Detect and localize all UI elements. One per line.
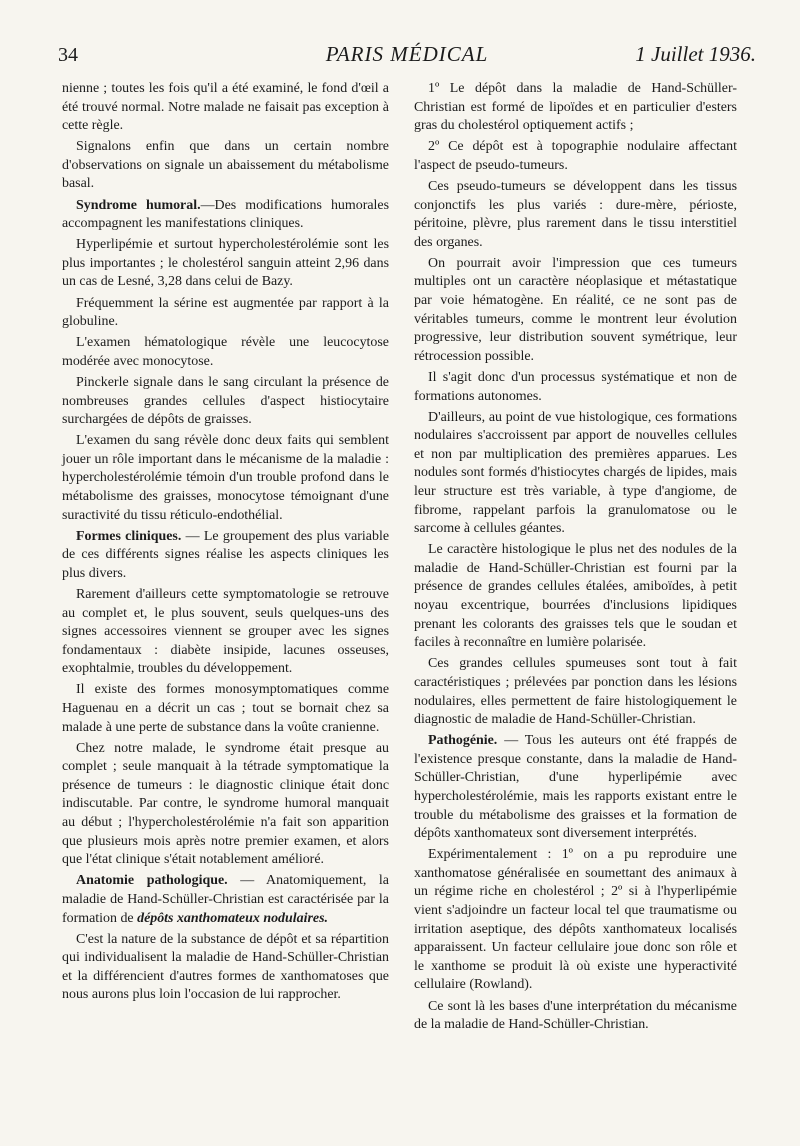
paragraph: Pinckerle signale dans le sang circulant la présence de nombreuses grandes cellules d'aspect histiocytaire surchargées de dépôts de graisses. xyxy=(62,374,389,428)
paragraph: On pourrait avoir l'impression que ces tumeurs multiples ont un caractère néoplasique et métastatique par voie hématogène. En réalité, ce ne sont pas de véritables tumeurs, comme le montrent leur évolution progressive, leur distribution souvent symétrique, leur rétrocession possible. xyxy=(414,255,737,364)
paragraph: C'est la nature de la substance de dépôt et sa répartition qui individualisent la maladie de Hand-Schüller-Christian et la différencient d'autres formes de xanthomatoses que nous aurons plus loin l'occasion de lui rapprocher. xyxy=(62,931,389,1003)
paragraph-text: —Des modifications humorales accompagnent les manifestations cliniques. xyxy=(62,197,390,232)
paragraph: Expérimentalement : 1º on a pu reproduire une xanthomatose généralisée en soumettant des animaux à un régime riche en cholestérol ; 2º si à l'hyperlipémie vient s'adjoindre un facteur local tel que traumatisme ou irritation aseptique, des dépôts xanthomateux localisés apparaissent. Un facteur cellulaire joue donc son rôle et le xanthome se produit là où existe une hyperactivité cellulaire (Rowland). xyxy=(414,847,737,993)
paragraph: Il existe des formes monosymptomatiques comme Haguenau en a décrit un cas ; tout se bornait chez sa malade à une perte de substance dans la voûte cranienne. xyxy=(62,682,389,735)
paragraph-text: — Le groupement des plus variable de ces différents signes réalise les aspects cliniques les plus divers. xyxy=(62,528,390,581)
paragraph-text: — Anatomiquement, la maladie de Hand-Schüller-Christian est caractérisée par la formation de xyxy=(62,873,389,926)
paragraph: Signalons enfin que dans un certain nombre d'observations on signale un abaissement du métabolisme basal. xyxy=(62,139,389,192)
left-column xyxy=(62,80,389,1008)
section-paragraph xyxy=(62,528,389,584)
page-number: 34 xyxy=(58,44,78,66)
emphasized-text: dépôts xanthomateux nodulaires. xyxy=(137,910,328,926)
paragraph: D'ailleurs, au point de vue histologique, ces formations nodulaires s'accroissent par apport de nouvelles cellules et non par multiplication des premières apparues. Les nodules sont formés d'histiocytes chargés de lipides, mais leur structure est très variable, à type d'angiome, de fibrome, rappelant parfois la granulomatose ou le sarcome à cellules géantes. xyxy=(414,409,737,537)
paragraph: Fréquemment la sérine est augmentée par rapport à la globuline. xyxy=(62,295,389,330)
issue-date: 1 Juillet 1936. xyxy=(635,42,756,66)
page-header xyxy=(58,42,756,72)
section-heading: Pathogénie. xyxy=(428,733,498,749)
paragraph: 2º Ce dépôt est à topographie nodulaire affectant l'aspect de pseudo-tumeurs. xyxy=(414,139,737,173)
section-paragraph xyxy=(414,732,737,844)
right-column xyxy=(414,80,737,1037)
section-paragraph xyxy=(62,197,389,234)
paragraph: Le caractère histologique le plus net des nodules de la maladie de Hand-Schüller-Christian est fourni par la présence de grandes cellules étalées, amiboïdes, à petit noyau excentrique, bourrées d'inclusions lipidiques prenant les colorants des graisses tels que le soudan et faciles à reconnaître en lumière polarisée. xyxy=(414,542,737,651)
paragraph: 1º Le dépôt dans la maladie de Hand-Schüller-Christian est formé de lipoïdes et en particulier d'esters gras du cholestérol optiquement actifs ; xyxy=(414,81,737,134)
paragraph: Hyperlipémie et surtout hypercholestérolémie sont les plus importantes ; le cholestérol sanguin atteint 2,96 dans un cas de Lesné, 3,28 dans celui de Bazy. xyxy=(62,237,389,290)
section-heading: Syndrome humoral. xyxy=(76,197,201,213)
paragraph: Ces grandes cellules spumeuses sont tout à fait caractéristiques ; prélevées par ponction dans les lésions nodulaires, elles permettent de faire histologiquement le diagnostic de maladie de Hand-Schüller-Christian. xyxy=(414,656,737,728)
paragraph: nienne ; toutes les fois qu'il a été examiné, le fond d'œil a été trouvé normal. Notre malade ne faisait pas exception à cette règle. xyxy=(62,81,389,134)
paragraph: Rarement d'ailleurs cette symptomatologie se retrouve au complet et, le plus souvent, seuls quelques-uns des signes accessoires viennent se grouper avec les signes fondamentaux : diabète insipide, lacunes osseuses, exophtalmie, troubles du développement. xyxy=(62,586,389,677)
paragraph: L'examen du sang révèle donc deux faits qui semblent jouer un rôle important dans le mécanisme de la maladie : hypercholestérolémie témoin d'un trouble profond dans le métabolisme des graisses, monocytose témoignant d'une suractivité du tissu réticulo-endothélial. xyxy=(62,433,389,523)
section-heading: Anatomie pathologique. xyxy=(76,873,228,889)
section-paragraph xyxy=(62,872,389,928)
paragraph-text: — Tous les auteurs ont été frappés de l'existence presque constante, dans la maladie de Hand-Schüller-Christian, d'une hyperlipémie avec hypercholestérolémie, mais les rapports existant entre le trouble du métabolisme des graisses et la formation de dépôts xanthomateux sont diversement interprétés. xyxy=(414,733,737,842)
paragraph: Il s'agit donc d'un processus systématique et non de formations autonomes. xyxy=(414,369,737,404)
paragraph: L'examen hématologique révèle une leucocytose modérée avec monocytose. xyxy=(62,335,389,369)
paragraph: Ces pseudo-tumeurs se développent dans les tissus conjonctifs les plus variés : dure-mère, périoste, péritoine, plèvre, plus rarement dans le tissu interstitiel des organes. xyxy=(414,178,737,250)
journal-title: PARIS MÉDICAL xyxy=(325,42,489,66)
section-heading: Formes cliniques. xyxy=(76,528,182,544)
paragraph: Chez notre malade, le syndrome était presque au complet ; seule manquait à la tétrade symptomatique la présence de tumeurs : le diagnostic clinique était donc indiscutable. Par contre, le syndrome humoral manquait au début ; l'hypercholestérolémie n'a fait son apparition que plusieurs mois après notre premier examen, et alors que l'état clinique s'était notablement amélioré. xyxy=(62,740,389,868)
paragraph: Ce sont là les bases d'une interprétation du mécanisme de la maladie de Hand-Schüller-Christian. xyxy=(414,998,737,1033)
